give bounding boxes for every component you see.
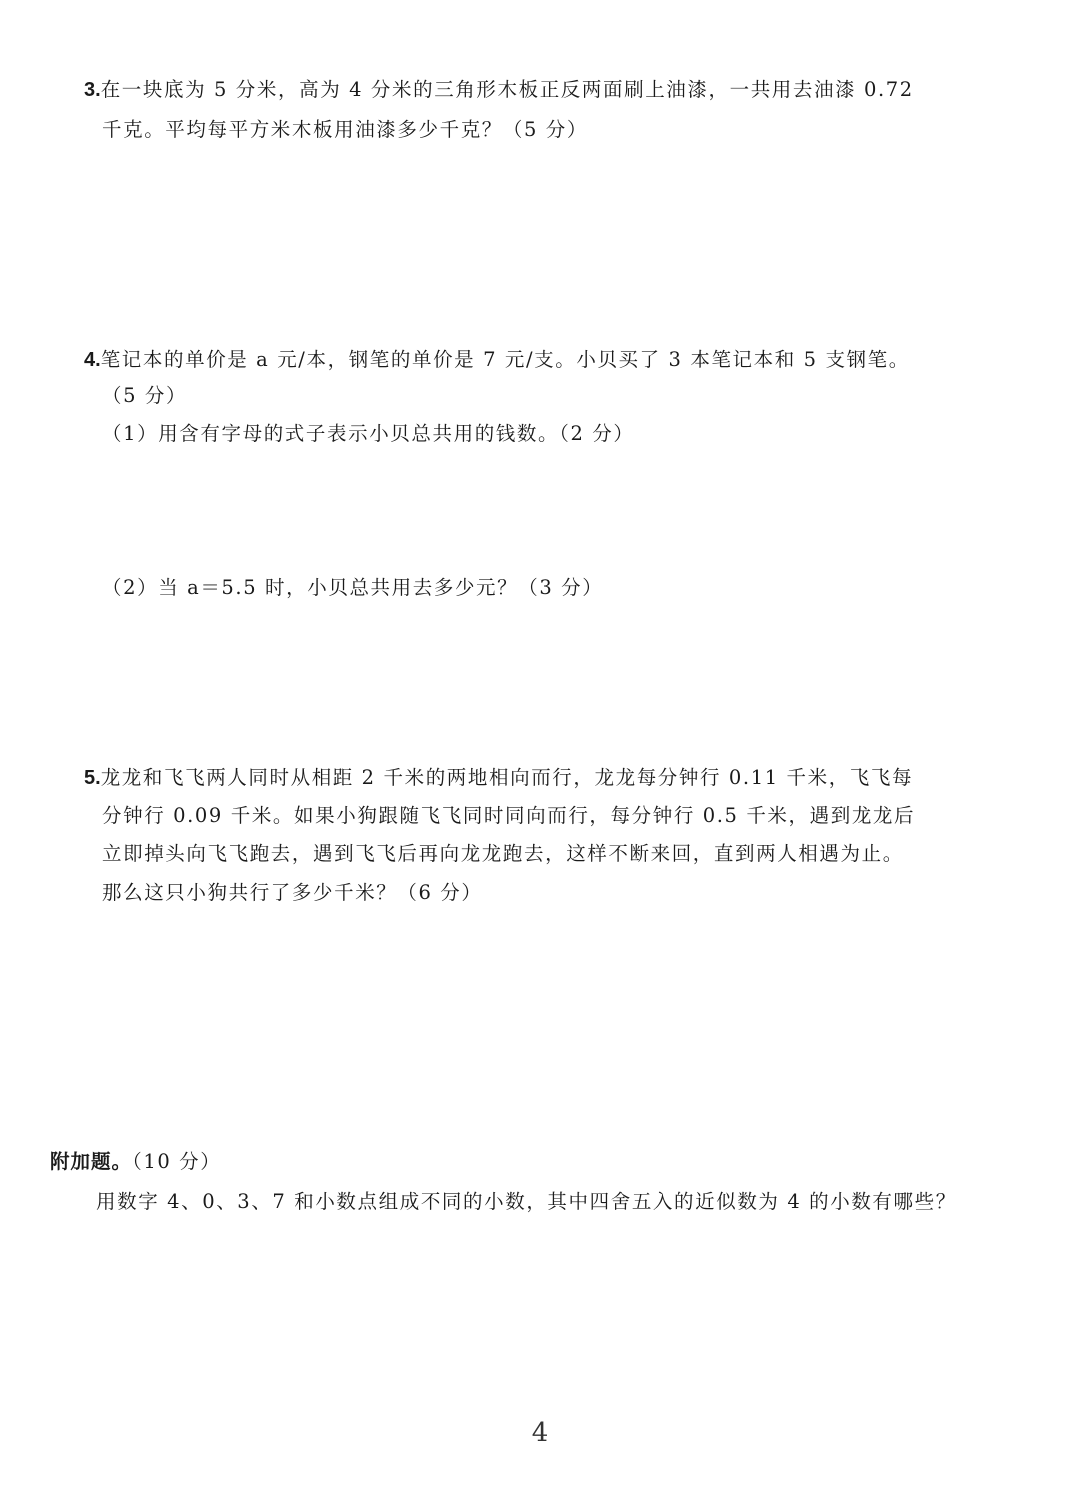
question-4-text-2: （5 分）: [102, 384, 188, 407]
question-3-number: 3.: [84, 79, 101, 101]
question-5-line-4: [102, 879, 483, 907]
bonus-question: [96, 1188, 957, 1216]
question-5-line-1: [84, 764, 913, 792]
question-3-line-2: [102, 116, 588, 144]
question-3-text-1: 在一块底为 5 分米，高为 4 分米的三角形木板正反两面刷上油漆，一共用去油漆 0.72: [100, 78, 914, 101]
question-4-number: 4.: [84, 349, 101, 371]
question-4-sub-1: [102, 420, 634, 448]
question-3-text-2: 千克。平均每平方米木板用油漆多少千克？（5 分）: [102, 118, 589, 141]
question-4-text-1: 笔记本的单价是 a 元/本，钢笔的单价是 7 元/支。小贝买了 3 本笔记本和 5 支钢笔。: [100, 348, 910, 371]
question-4-sub-2: [102, 574, 603, 602]
page-number: 4: [531, 1418, 549, 1448]
question-4-line-1: [84, 346, 910, 374]
question-5-line-2: [102, 802, 915, 830]
question-5-line-3: [102, 840, 904, 868]
question-5-text-2: 分钟行 0.09 千米。如果小狗跟随飞飞同时同向而行，每分钟行 0.5 千米，遇到龙龙后: [102, 804, 916, 827]
bonus-title: 附加题。: [50, 1150, 133, 1173]
question-4-line-2: [102, 382, 187, 410]
question-5-number: 5.: [84, 767, 101, 789]
bonus-points: （10 分）: [132, 1150, 222, 1173]
question-4-sub-1-text: （1）用含有字母的式子表示小贝总共用的钱数。（2 分）: [102, 422, 635, 445]
question-3-line-1: [84, 76, 914, 104]
question-5-text-1: 龙龙和飞飞两人同时从相距 2 千米的两地相向而行，龙龙每分钟行 0.11 千米，飞飞每: [100, 766, 914, 789]
question-5-text-3: 立即掉头向飞飞跑去，遇到飞飞后再向龙龙跑去，这样不断来回，直到两人相遇为止。: [102, 842, 904, 865]
question-5-text-4: 那么这只小狗共行了多少千米？（6 分）: [102, 881, 483, 904]
question-4-sub-2-text: （2）当 a＝5.5 时，小贝总共用去多少元？（3 分）: [102, 576, 604, 599]
bonus-heading: [50, 1148, 221, 1176]
bonus-text: 用数字 4、0、3、7 和小数点组成不同的小数，其中四舍五入的近似数为 4 的小数有哪些？: [96, 1190, 957, 1213]
